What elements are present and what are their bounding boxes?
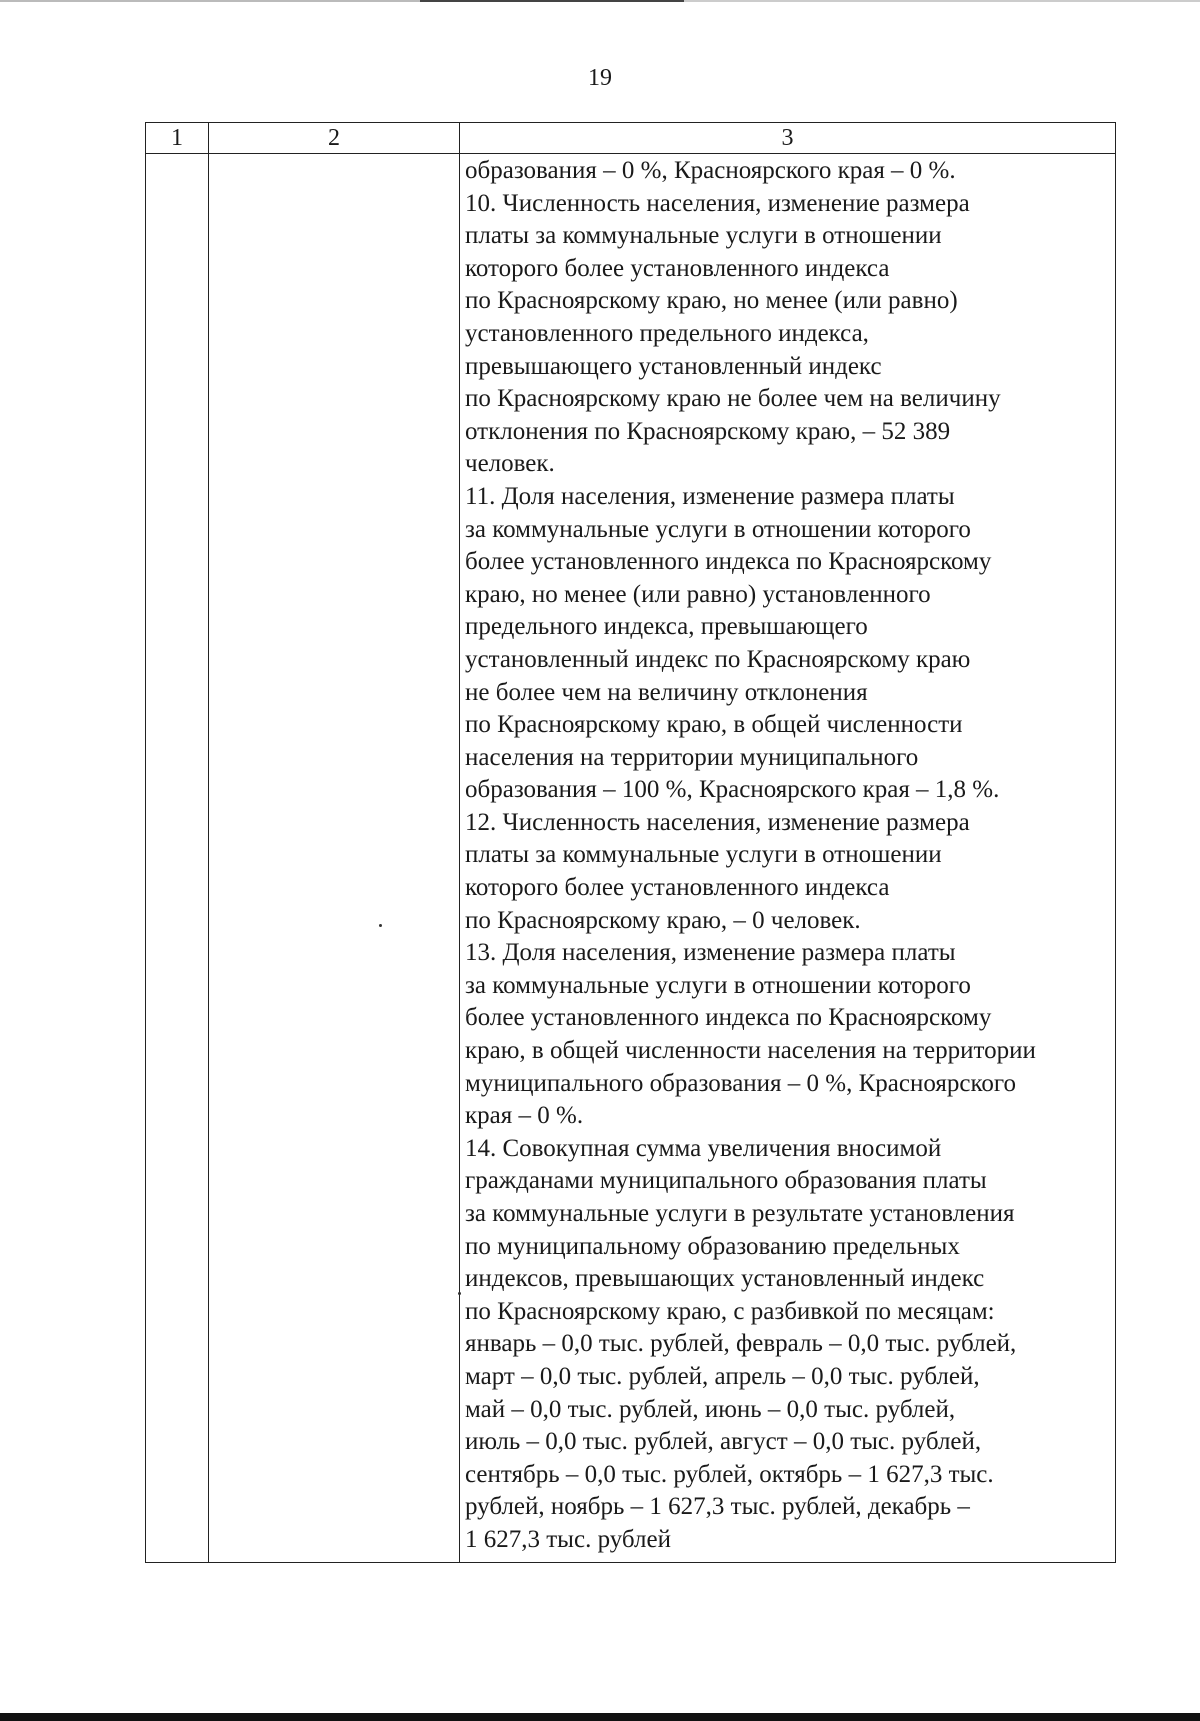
column-header-1: 1 bbox=[146, 123, 209, 154]
text-line: более установленного индекса по Красноярскому bbox=[465, 1004, 992, 1032]
text-line: человек. bbox=[465, 450, 555, 478]
text-line: рублей, ноябрь – 1 627,3 тыс. рублей, декабрь – bbox=[465, 1493, 970, 1521]
text-line: населения на территории муниципального bbox=[465, 743, 919, 771]
scan-speck bbox=[458, 1292, 461, 1295]
column-header-3: 3 bbox=[460, 123, 1116, 154]
text-line: 12. Численность населения, изменение размера bbox=[465, 808, 970, 836]
text-line: по Красноярскому краю, с разбивкой по месяцам: bbox=[465, 1297, 995, 1325]
text-line: май – 0,0 тыс. рублей, июнь – 0,0 тыс. рублей, bbox=[465, 1395, 956, 1423]
text-line: платы за коммунальные услуги в отношении bbox=[465, 222, 942, 250]
column-3-text bbox=[460, 154, 1115, 1559]
text-line: которого более установленного индекса bbox=[465, 874, 890, 902]
text-line: март – 0,0 тыс. рублей, апрель – 0,0 тыс. рублей, bbox=[465, 1362, 980, 1390]
text-line: предельного индекса, превышающего bbox=[465, 613, 868, 641]
text-line: образования – 100 %, Красноярского края – 1,8 %. bbox=[465, 776, 1000, 804]
text-line: по Красноярскому краю, – 0 человек. bbox=[465, 906, 861, 934]
text-line: индексов, превышающих установленный индекс bbox=[465, 1265, 985, 1293]
text-line: установленного предельного индекса, bbox=[465, 319, 869, 347]
text-line: более установленного индекса по Красноярскому bbox=[465, 548, 992, 576]
text-line: отклонения по Красноярскому краю, – 52 389 bbox=[465, 417, 951, 445]
column-header-2: 2 bbox=[209, 123, 460, 154]
text-line: 13. Доля населения, изменение размера платы bbox=[465, 939, 956, 967]
table-row bbox=[146, 154, 1116, 1563]
text-line: превышающего установленный индекс bbox=[465, 352, 882, 380]
column-1-cell bbox=[146, 154, 209, 1563]
text-line: за коммунальные услуги в отношении которого bbox=[465, 971, 971, 999]
text-line: муниципального образования – 0 %, Красноярского bbox=[465, 1069, 1016, 1097]
text-line: сентябрь – 0,0 тыс. рублей, октябрь – 1 627,3 тыс. bbox=[465, 1460, 994, 1488]
scan-edge-top bbox=[0, 0, 1200, 2]
document-table bbox=[145, 122, 1116, 1563]
page-number: 19 bbox=[588, 65, 612, 91]
text-line: платы за коммунальные услуги в отношении bbox=[465, 841, 942, 869]
text-line: за коммунальные услуги в отношении которого bbox=[465, 515, 971, 543]
text-line: гражданами муниципального образования платы bbox=[465, 1167, 987, 1195]
text-line: 1 627,3 тыс. рублей bbox=[465, 1525, 671, 1553]
text-line: краю, но менее (или равно) установленного bbox=[465, 580, 931, 608]
text-line: не более чем на величину отклонения bbox=[465, 678, 868, 706]
text-line: по Красноярскому краю не более чем на величину bbox=[465, 385, 1001, 413]
text-line: образования – 0 %, Красноярского края – 0 %. bbox=[465, 157, 956, 184]
text-line: краю, в общей численности населения на территории bbox=[465, 1037, 1036, 1065]
scan-edge-bottom bbox=[0, 1713, 1200, 1721]
text-line: по Красноярскому краю, в общей численности bbox=[465, 711, 963, 739]
text-line: июль – 0,0 тыс. рублей, август – 0,0 тыс. рублей, bbox=[465, 1428, 982, 1456]
table-header-row bbox=[146, 123, 1116, 154]
text-line: края – 0 %. bbox=[465, 1102, 584, 1130]
text-line: январь – 0,0 тыс. рублей, февраль – 0,0 тыс. рублей, bbox=[465, 1330, 1017, 1358]
text-line: 14. Совокупная сумма увеличения вносимой bbox=[465, 1134, 942, 1162]
text-line: по Красноярскому краю, но менее (или равно) bbox=[465, 287, 958, 315]
scan-speck bbox=[379, 924, 382, 927]
column-2-cell bbox=[209, 154, 460, 1563]
text-line: которого более установленного индекса bbox=[465, 254, 890, 282]
text-line: 11. Доля населения, изменение размера платы bbox=[465, 482, 955, 510]
text-line: установленный индекс по Красноярскому краю bbox=[465, 645, 971, 673]
column-3-cell bbox=[460, 154, 1116, 1563]
text-line: 10. Численность населения, изменение размера bbox=[465, 189, 970, 217]
text-line: по муниципальному образованию предельных bbox=[465, 1232, 960, 1260]
text-line: за коммунальные услуги в результате установления bbox=[465, 1200, 1015, 1227]
